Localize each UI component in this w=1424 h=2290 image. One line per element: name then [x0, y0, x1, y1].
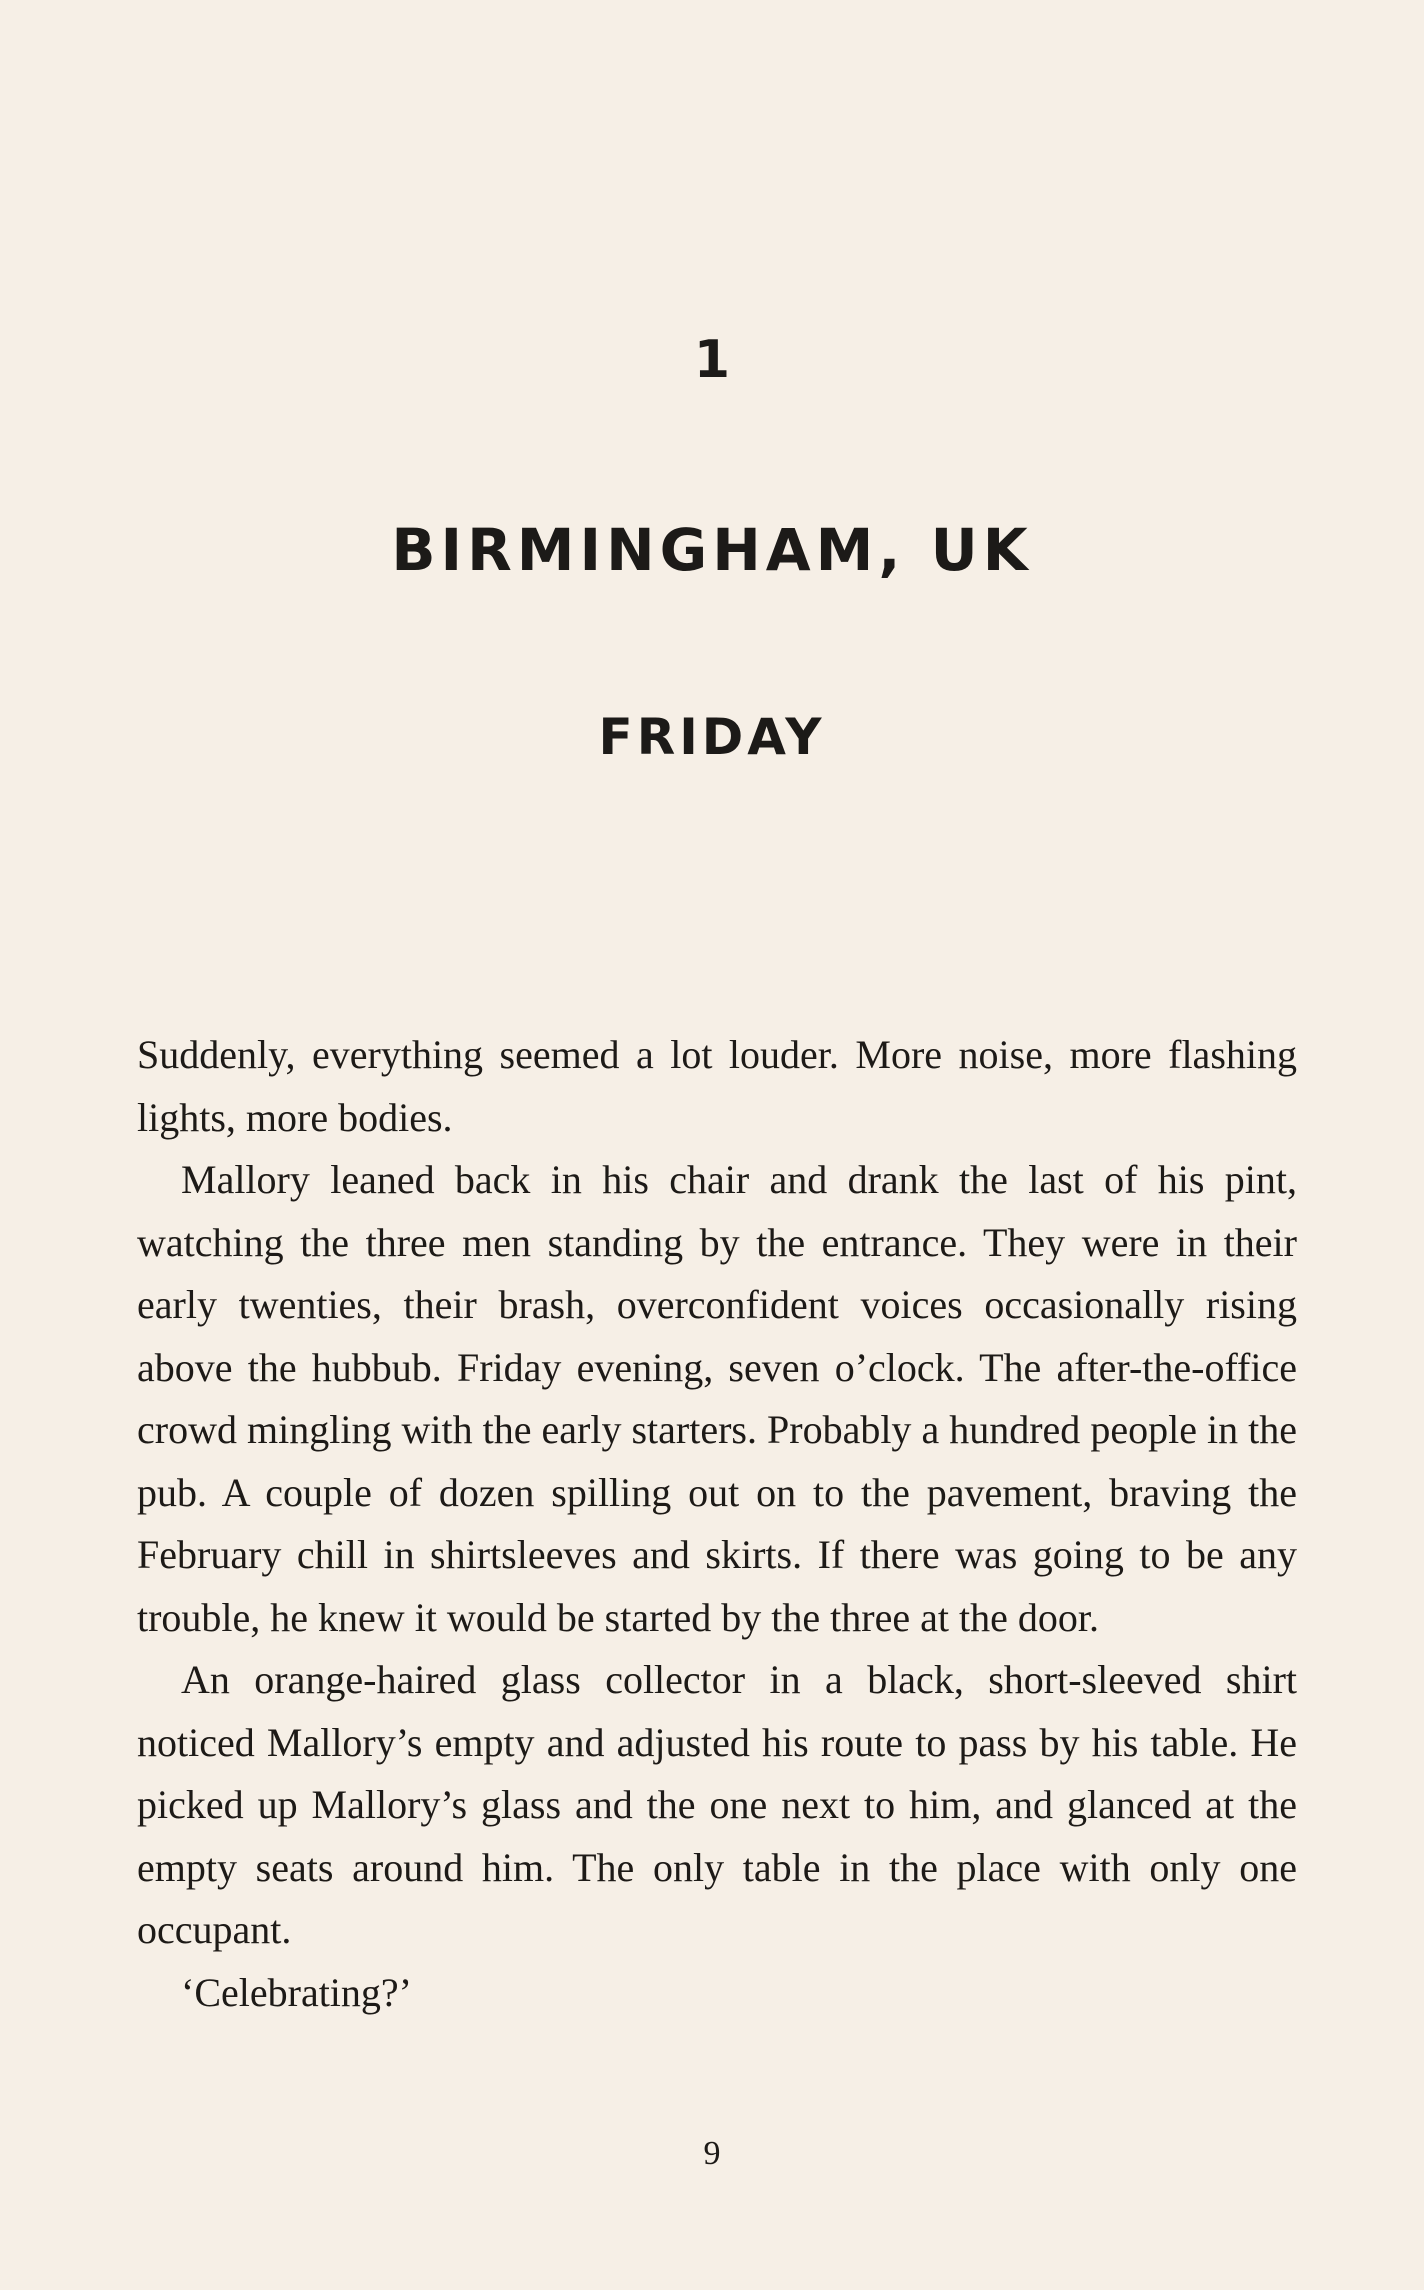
chapter-number: 1: [693, 330, 731, 390]
chapter-day-subheading: FRIDAY: [598, 708, 826, 766]
paragraph: ‘Celebrating?’: [181, 1969, 412, 2015]
paragraph: Mallory leaned back in his chair and drank the last of his pint, watching the three men standing by the entrance. They were in their early twenties, their brash, overconfident voices occasionally rising above the hubbub. Friday evening, seven o’clock. The after-the-office crowd mingling with the early starters. Probably a hundred people in the pub. A couple of dozen spilling out on to the pavement, braving the February chill in shirtsleeves and skirts. If there was going to be any trouble, he knew it would be started by the three at the door.: [137, 1157, 1297, 1640]
paragraph: Suddenly, everything seemed a lot louder. More noise, more flashing lights, more bodies.: [137, 1032, 1297, 1140]
chapter-location-heading: BIRMINGHAM, UK: [391, 516, 1033, 584]
paragraph: An orange-haired glass collector in a black, short-sleeved shirt noticed Mallory’s empty and adjusted his route to pass by his table. He picked up Mallory’s glass and the one next to him, and glanced at the empty seats around him. The only table in the place with only one occupant.: [137, 1657, 1297, 1952]
body-text: [137, 1024, 1297, 2024]
page-number: 9: [703, 2135, 721, 2172]
